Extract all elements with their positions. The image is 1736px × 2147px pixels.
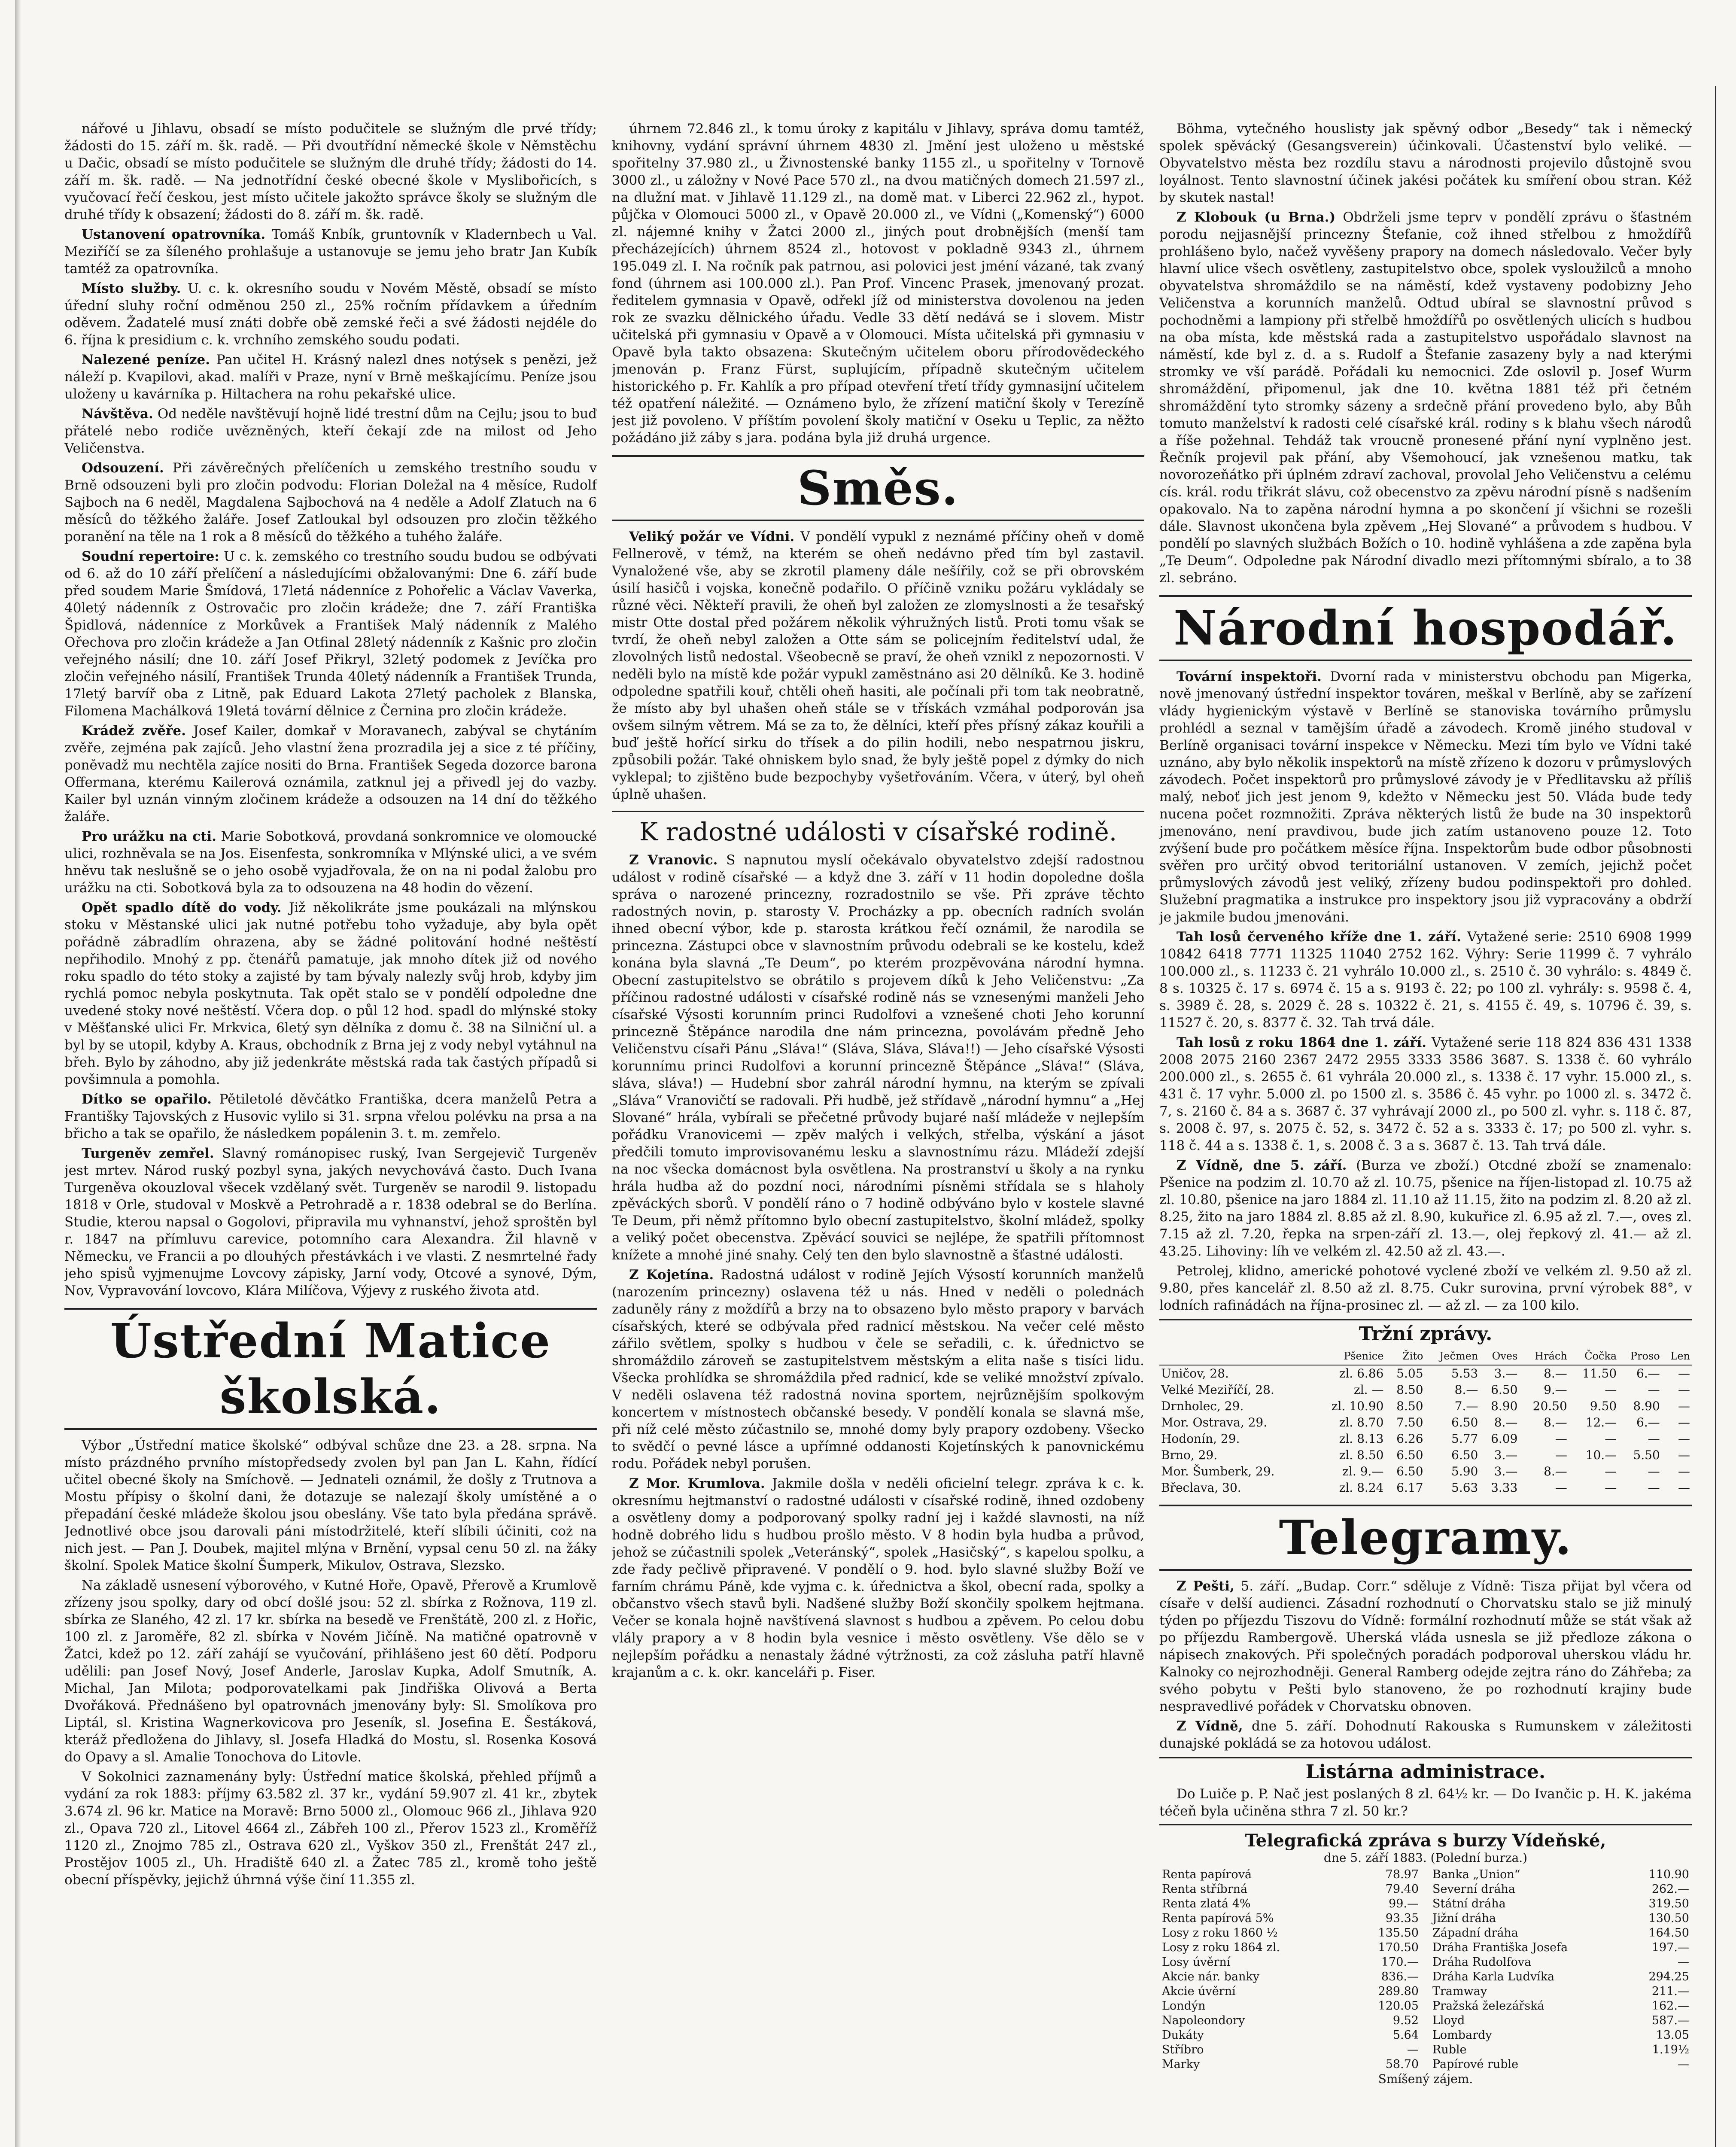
bourse-label: Renta zlatá 4% xyxy=(1162,1897,1251,1910)
admin-text: Do Luiče p. P. Nač jest poslaných 8 zl. 64½ kr. — Do Ivančic p. H. K. jakéma téčeň byla učiněna sthra 7 zl. 50 kr.? xyxy=(1159,1786,1692,1819)
bourse-label: Ruble xyxy=(1432,2043,1467,2056)
article-text: Pan učitel H. Krásný nalezl dnes notýsek s penězi, jež náleží p. Kvapilovi, akad. malíři v Praze, nyní v Brně meškajícímu. Peníze jsou uloženy u kavárníka p. Hiltachera na rohu pekařské ulice. xyxy=(64,352,597,402)
market-cell: — xyxy=(1605,1383,1617,1397)
article-paragraph xyxy=(64,226,597,277)
market-cell: 5.53 xyxy=(1451,1366,1478,1381)
market-cell: — xyxy=(1605,1481,1617,1495)
market-cell: — xyxy=(1678,1448,1690,1462)
article-text: Na základě usnesení výborového, v Kutné Hoře, Opavě, Přerově a Krumlově zřízeny jsou spolky, dary od obcí došlé jsou: 52 zl. sbírka z Rožnova, 119 zl. sbírka ze Slaného, 42 zl. 17 kr. sbírka na besedě ve Frenštátě, 200 zl. z Hořic, 100 zl. z Jaroměře, 82 zl. sbírka v Novém Jičíně. Na matičné opatrovně v Žatci, kdež po 12. září zahájí se vyučování, přihlášeno jest 60 dětí. Podporu udělili: pan Josef Nový, Josef Anderle, Jaroslav Kupka, Adolf Smutník, A. Michal, Jan Milota; podporovatelkami pak Jindřiška Olivová a Berta Dvořáková. Přednášeno byl opatrovnách jmenovány byly: Sl. Smolíkova pro Liptál, sl. Kristina Wagnerkovicova pro Jeseník, sl. Josefina E. Šestáková, kteráž předložena do Jihlavy, sl. Josefa Hladká do Mostu, sl. Rosenka Kosová do Opavy a sl. Amalie Tonochova do Litovle. xyxy=(64,1578,597,1765)
article-text: nářové u Jihlavu, obsadí se místo podučitele se služným dle prvé třídy; žádosti do 15. září m. šk. radě. — Při dvoutřídní německé škole v Němstěchu u Dačic, obsadí se místo podučitele se služným dle druhé třídy; žádosti do 14. září m. šk. radě. — Na jednotřídní české obecné škole v Myslibořicích, s vyučovací řečí českou, jest místo učitele jakožto správce školy se služným dle druhé třídy k obsazení; žádosti do 8. září m. šk. radě. xyxy=(64,121,597,222)
bourse-label: Renta papírová 5% xyxy=(1162,1912,1274,1925)
bourse-value: 836.— xyxy=(1381,1970,1419,1983)
article-text: U c. k. zemského co trestního soudu budou se odbývati od 6. až do 10 září přelíčení a následujícími obžalovanými: Dne 6. září bude před soudem Marie Šmídová, 17letá nádenníce z Pohořelic a Václav Vaverka, 40letý nádenník z Ostrovačic pro zločin krádeže; dne 7. září Františka Špidlová, nádenníce z Morkůvek a František Malý nádenník z Malého Ořechova pro zločin krádeže a Jan Otfinal 28letý nádenník z Kašnic pro zločin veřejného násilí; dne 10. září Josef Přikryl, 32letý podomek z Jevíčka pro zločin veřejného násilí, František Trunda 40letý nádenník a František Trunda, 17letý barvíř oba z Litně, pak Eduard Lakota 27letý pacholek z Blanska, Filomena Machálková 19letá tovární dělnice z Černina pro zločin krádeže. xyxy=(64,549,597,719)
article-paragraph xyxy=(64,1437,597,1574)
market-cell: — xyxy=(1605,1432,1617,1446)
article-paragraph xyxy=(64,828,597,897)
market-cell: — xyxy=(1555,1481,1567,1495)
market-header-cell: Pšenice xyxy=(1313,1347,1386,1365)
bourse-value: 262.— xyxy=(1651,1882,1689,1896)
article-text: dne 5. září. Dohodnutí Rakouska s Rumunskem v záležitosti dunajské pokládá se za hotovou událost. xyxy=(1159,1718,1692,1751)
article-paragraph xyxy=(64,280,597,349)
bourse-value: 120.05 xyxy=(1378,1999,1419,2013)
market-table xyxy=(1159,1347,1692,1496)
market-cell: 8.90 xyxy=(1491,1399,1518,1413)
bourse-value: 289.80 xyxy=(1378,1985,1419,1998)
market-header-cell xyxy=(1159,1347,1313,1365)
article-paragraph xyxy=(64,1768,597,1889)
article-paragraph xyxy=(612,120,1144,447)
market-cell: 8.— xyxy=(1544,1415,1567,1429)
market-cell: 8.— xyxy=(1544,1366,1567,1381)
bourse-row xyxy=(1430,1926,1692,1940)
bourse-row xyxy=(1159,2057,1421,2072)
market-row xyxy=(1159,1447,1692,1463)
column-1-articles xyxy=(64,120,597,1299)
bourse-label: Dukáty xyxy=(1162,2028,1204,2042)
article-kicker: Tah losů z roku 1864 dne 1. září. xyxy=(1177,1035,1427,1050)
market-cell: 6.17 xyxy=(1396,1481,1423,1495)
market-header-cell: Oves xyxy=(1480,1347,1519,1365)
market-cell: — xyxy=(1555,1448,1567,1462)
bourse-row xyxy=(1430,1940,1692,1955)
article-paragraph xyxy=(64,459,597,545)
market-cell: 8.— xyxy=(1494,1415,1518,1429)
bourse-label: Pražská železářská xyxy=(1432,1999,1544,2013)
market-header-cell: Čočka xyxy=(1569,1347,1618,1365)
bourse-row xyxy=(1159,1911,1421,1926)
bourse-row xyxy=(1430,1984,1692,1999)
bourse-row xyxy=(1430,1955,1692,1970)
market-cell: Brno, 29. xyxy=(1161,1448,1218,1462)
market-cell: 7.— xyxy=(1454,1399,1478,1413)
bourse-row xyxy=(1430,1999,1692,2013)
market-row xyxy=(1159,1382,1692,1398)
smes-articles xyxy=(612,528,1144,803)
market-cell: — xyxy=(1648,1481,1660,1495)
market-row xyxy=(1159,1463,1692,1480)
article-kicker: Ustanovení opatrovníka. xyxy=(82,227,266,242)
market-cell: — xyxy=(1678,1464,1690,1478)
bourse-label: Londýn xyxy=(1162,1999,1206,2013)
bourse-subtitle: dne 5. září 1883. (Polední burza.) xyxy=(1323,1851,1528,1865)
bourse-label: Renta stříbrná xyxy=(1162,1882,1248,1896)
article-paragraph xyxy=(612,1266,1144,1472)
bourse-footer: Smíšený zájem. xyxy=(1378,2072,1473,2086)
market-cell: 8.50 xyxy=(1396,1383,1423,1397)
column-1 xyxy=(64,120,597,2147)
bourse-row xyxy=(1430,2028,1692,2043)
market-cell: Mor. Šumberk, 29. xyxy=(1161,1464,1275,1478)
market-title: Tržní zprávy. xyxy=(1159,1319,1692,1345)
bourse-value: 79.40 xyxy=(1385,1882,1419,1896)
bourse-value: 5.64 xyxy=(1392,2028,1419,2042)
market-header-cell: Len xyxy=(1662,1347,1692,1365)
market-cell: — xyxy=(1555,1432,1567,1446)
market-cell: zl. 8.24 xyxy=(1339,1481,1384,1495)
market-cell: Břeclava, 30. xyxy=(1161,1481,1241,1495)
page-edge xyxy=(1715,86,1723,2147)
market-header-cell: Žito xyxy=(1385,1347,1425,1365)
market-cell: Drnholec, 29. xyxy=(1161,1399,1244,1413)
article-paragraph xyxy=(612,1475,1144,1681)
market-cell: Mor. Ostrava, 29. xyxy=(1161,1415,1268,1429)
market-cell: 8.50 xyxy=(1396,1399,1423,1413)
bourse-row xyxy=(1430,1867,1692,1882)
market-row xyxy=(1159,1414,1692,1431)
market-cell: — xyxy=(1678,1366,1690,1381)
bourse-row xyxy=(1430,1897,1692,1911)
bourse-value: 135.50 xyxy=(1378,1926,1419,1940)
article-text: S napnutou myslí očekávalo obyvatelstvo zdejší radostnou událost v rodině císařské — a když dne 3. září v 11 hodin dopoledne došla správa o narozené princezny, rozradostnilo se vše. Při zpráve těchto radostných novin, p. starosty V. Procházky a pp. obecních radních svolán ihned obecní výbor, kde p. starosta krátkou řečí oznámil, že narodila se princezna. Zástupci obce v slavnostním průvodu odebrali se ke kostelu, kdež konána byla slavná „Te Deum“, po kterém prozpěvována národní hymna. Obecní zastupitelstvo se obrátilo s projevem díků k Jeho Veličenstvu: „Za příčinou radostné události v císařské rodině nás se vznesenými manželi Jeho císařské Výsosti korunním princi Rudolfovi a vznešené choti Jeho korunní princezně Štěpánce narodila dne nám princezna, povolávám předně Jeho Veličenstvu císaři Pánu „Sláva!“ (Sláva, Sláva, Sláva!!) — Jeho císařské Výsosti korunnímu princi Rudolfovi a korunní princezně Štěpánce „Sláva!“ (Sláva, sláva, sláva!) — Hudební sbor zahrál národní hymnu, na kterým se zpívali „Sláva“ Vranovičtí se radovali. Při hudbě, jež střídavě „národní hymnu“ a „Hej Slované“ hrála, vybírali se přečetné průvody bujaré naší mládeže v nejlepším pořádku Vranovicemi — zpěv malých i velkých, střelba, výskání a jásot předčili tomuto improvisovanému lesku a slavnostnímu rázu. Mládeží zdejší na noc všecka domácnost byla osvětlena. Na prostranství u školy a na rynku hrála hudba až do pozdní noci, národními písněmi střídala se s hlaholy zpěváckých sborů. V pondělí ráno o 7 hodině odbýváno bylo v kostele slavné Te Deum, při němž přítomno bylo obecní zastupitelstvo, školní mládež, spolky a veliký počet obecenstva. Zpěvácí souvici se nejlépe, že spatřili přítomnost knížete a mnohé jiné snahy. Celý ten den bylo slavnostně a šťastné události. xyxy=(612,852,1144,1263)
article-text: Obdrželi jsme teprv v pondělí zprávu o šťastném porodu nejjasnější princezny Štefanie, což ihned střelbou z hmoždířů prohlášeno bylo, načež vyvěšeny prapory na domech následovalo. Večer byly hlavní ulice všech osvětleny, zastupitelstvo obce, spolek vysloužilců a mnoho obyvatelstva shromáždilo se na náměstí, kdež vystaveny podobizny Jeho Veličenstva a korunních manželů. Odtud ubíral se slavnostní průvod s pochodněmi a lampiony při střelbě hmoždířů po osvětlených ulicích s hudbou na oba místa, kde městská rada a zastupitelstvo uspořádalo slavnost na náměstí, kde byl z. d. a s. Rudolf a Štefanie zasazeny byly a nad kterými stromky ve vší parádě. Pořádali ku nemocnici. Zde oslovil p. Josef Wurm shromáždění, připomenul, jak dne 10. května 1881 též při četném shromáždění tyto stromky sázeny a srdečně přání provedeno bylo, aby Bůh tomuto manželství k radosti celé císařské král. rodiny s k blahu všech národů a říše požehnal. Tehdáž tak vroucně pronesené přání nyní vyplněno jest. Řečník projevil pak přání, aby Všemohoucí, jak vznešenou matku, tak novorozeňátko při úplném zdraví zachoval, provolal Jeho Veličenstvu a celému cís. král. rodu třikrát slávu, což obecenstvo za zpěvu národní písně s nadšením opakovalo. Na to zapěna národní hymna a po skončení jí všichni se rozešli dále. Slavnost ukončena byla zpěvem „Hej Slované“ a průvodem s hudbou. V pondělí po slavných službách Božích o 10. hodině vyhlášena a zde zapěna byla „Te Deum“. Odpoledne pak Národní divadlo mezi přítomnými sbíralo, a to 38 zl. sebráno. xyxy=(1159,210,1692,586)
market-cell: zl. 10.90 xyxy=(1331,1399,1384,1413)
article-text: (Burza ve zboží.) Otcdné zboží se znamenalo: Pšenice na podzim zl. 10.70 až zl. 10.75, pšenice na říjen-listopad zl. 10.75 až zl. 10.80, pšenice na jaro 1884 zl. 11.10 až 11.15, žito na podzim zl. 8.20 až zl. 8.25, žito na jaro 1884 zl. 8.85 až zl. 8.90, kukuřice zl. 6.95 až zl. 7.—, oves zl. 7.15 až zl. 7.20, řepka na srpen-září zl. 13.—, olej řepkový zl. 41.— až zl. 43.25. Lihoviny: líh ve velkém zl. 42.50 až zl. 43.—. xyxy=(1159,1158,1692,1259)
market-cell: — xyxy=(1678,1399,1690,1413)
bourse-label: Dráha Karla Ludvíka xyxy=(1432,1970,1555,1983)
bourse-value: 1.19½ xyxy=(1652,2043,1689,2056)
article-paragraph xyxy=(1159,120,1692,206)
market-cell: 12.— xyxy=(1585,1415,1617,1429)
article-kicker: Soudní repertoire: xyxy=(82,549,219,564)
section-title-royal: K radostné události v císařské rodině. xyxy=(612,811,1144,847)
article-paragraph xyxy=(64,722,597,825)
article-kicker: Z Kojetína. xyxy=(629,1267,714,1283)
market-cell: 8.— xyxy=(1454,1383,1478,1397)
article-text: Od neděle navštěvují hojně lidé trestní dům na Cejlu; jsou to buď přátelé nebo rodiče uvězněných, kteří čekají zde na milost od Jeho Veličenstva. xyxy=(64,406,597,456)
bourse-value: 162.— xyxy=(1651,1999,1689,2013)
article-paragraph xyxy=(64,1577,597,1766)
article-kicker: Tah losů červeného kříže dne 1. září. xyxy=(1177,929,1461,945)
bourse-label: Dráha Františka Josefa xyxy=(1432,1941,1568,1954)
bourse-label: Jižní dráha xyxy=(1432,1912,1496,1925)
article-kicker: Z Vídně, dne 5. září. xyxy=(1177,1158,1347,1173)
article-paragraph xyxy=(1159,1578,1692,1715)
article-text: 5. září. „Budap. Corr.“ sděluje z Vídně: Tisza přijat byl včera od císaře v delší audienci. Zásadní rozhodnutí o Chorvatsku stalo se již minulý týden po příjezdu Tiszovu do Vídně: formální rozhodnutí může se stát však až po příjezdu Rambergově. Uherská vláda usnesla se již předloze zákona o nápisech znakových. Při společných poradách podporoval uherskou vládu hr. Kalnoky co nejrozhodněji. General Ramberg odejde zejtra ráno do Záhřeba; za svého pobytu v Pešti bylo stanoveno, že po rozhodnutí krajiny bude nespravedlivé pořádek v Chorvatsku obnoven. xyxy=(1159,1578,1692,1714)
bourse-value: 110.90 xyxy=(1648,1868,1689,1881)
article-text: Dvorní rada v ministerstvu obchodu pan Migerka, nově jmenovaný ústřední inspektor továren, meškal v Berlíně, aby se zařízení vlády hygienickým výstavě v Berlíně se stanoviska továrního průmyslu prohlédl a seznal v tamějším úřadě a závodech. Kromě jiného studoval v Berlíně organisaci tovární inspekce v Německu. Mezi tím bylo ve Vídni také uznáno, aby bylo několik inspektorů na místě zřízeno k dozoru v průmyslových závodech. Počet inspektorů pro průmyslové závody je v Předlitavsku až příliš malý, neboť jich jest jenom 9, kdežto v Německu jest 50. Vláda bude tedy nucena počet rozmnožiti. Zpráva některých listů že bude na 30 inspektorů jmenováno, není pravdivou, bude jich zatím ustanoveno pouze 12. Toto zvýšení bude pro počátkem měsíce října. Inspektorům bude odbor působnosti svěřen pro určitý obvod teritoriální ustanoven. V zemích, jejichž počet průmyslových závodů jest veliký, zřízeny budou podinspektoři pro dohled. Služební pragmatika a instrukce pro inspektory jsou již vypracovány a obdrží je jakmile budou jmenováni. xyxy=(1159,669,1692,925)
bourse-value: 294.25 xyxy=(1648,1970,1689,1983)
market-table-header xyxy=(1159,1347,1692,1365)
article-paragraph xyxy=(612,852,1144,1264)
article-kicker: Z Pešti, xyxy=(1177,1578,1234,1594)
article-text: Slavný románopisec ruský, Ivan Sergejevič Turgeněv jest mrtev. Národ ruský pozbyl syna, jakých nevychovává často. Duch Ivana Turgeněva okouzloval všecek vzdělaný svět. Turgeněv se narodil 9. listopadu 1818 v Orle, studoval v Moskvě a Petrohradě a r. 1838 odebral se do Berlína. Studie, kterou napsal o Gogolovi, připravila mu vyhnanství, jehož sproštěn byl r. 1847 na přímluvu carevice, potomního cara Alexandra. Žil hlavně v Německu, ve Francii a po dlouhých přestávkách i ve vlasti. Z nesmrtelné řady jeho spisů vyjmenujme Lovcovy zápisky, Jarní vody, Otcové a synové, Dým, Nov, Vypravování lovcovo, Klára Milíčova, Výjevy z ruského života atd. xyxy=(64,1146,597,1299)
column-2 xyxy=(612,120,1144,2147)
bourse-value: 211.— xyxy=(1651,1985,1689,1998)
market-row xyxy=(1159,1431,1692,1447)
article-paragraph xyxy=(64,1145,597,1299)
article-paragraph xyxy=(64,405,597,457)
market-cell: 6.50 xyxy=(1491,1383,1518,1397)
article-text: Tomáš Knbík, gruntovník v Kladernbech u Val. Meziříčí se za šíleného prohlašuje a ustanovuje se jemu jeho bratr Jan Kubík tamtéž za opatrovníka. xyxy=(64,227,597,277)
bourse-value: — xyxy=(1407,2043,1419,2056)
bourse-row xyxy=(1430,1911,1692,1926)
article-text: Jakmile došla v neděli oficielní telegr. zpráva k c. k. okresnímu hejtmanství o radostné události v císařské rodině, ihned ozdobeny a osvětleny domy a podporovaný spolky radní jej i každé slavnosti, na níž hodně dobrého lidu s hudbou prošlo město. V 8 hodin byla hudba a průvod, jehož se zúčastnili spolek „Veteránský“, spolek „Hasičský“, s kapelou spolku, a zde řady pečlivě připravené. V pondělí o 9. hod. bylo slavné služby Boží ve farním chrámu Páně, kde vyjma c. k. úřednictva a škol, obecní rada, spolky a občanstvo všech stavů byli. Nadšené služby Boží skončily spolkem hejtmana. Večer se konala hojně navštívená slavnost s hudbou a zpěvem. Po celou dobu vlály prapory a v 8 hodin byla vesnice i město osvětleny. Vše dělo se v nejlepším pořádku a nenastaly žádné výtržnosti, za což zásluha patří hlavně krajanům a c. k. okr. kanceláři p. Fiser. xyxy=(612,1476,1144,1680)
market-cell: 6.50 xyxy=(1451,1415,1478,1429)
market-cell: zl. 8.70 xyxy=(1339,1415,1384,1429)
market-row xyxy=(1159,1398,1692,1414)
article-paragraph xyxy=(64,548,597,720)
bourse-label: Papírové ruble xyxy=(1432,2058,1519,2071)
section-title-telegramy: Telegramy. xyxy=(1159,1505,1692,1571)
article-paragraph xyxy=(612,528,1144,803)
market-cell: 5.63 xyxy=(1451,1481,1478,1495)
market-cell: — xyxy=(1605,1464,1617,1478)
article-paragraph xyxy=(1159,668,1692,926)
market-cell: 6.50 xyxy=(1396,1464,1423,1478)
bourse-row xyxy=(1159,1984,1421,1999)
bourse-row xyxy=(1430,2057,1692,2072)
market-cell: Velké Meziříčí, 28. xyxy=(1161,1383,1274,1397)
article-paragraph xyxy=(1159,928,1692,1031)
article-text: Již několikráte jsme poukázali na mlýnskou stoku v Městanské ulici jak nutné potřebu toho vyžaduje, aby byla opět pořádně zábradlím ohrazena, aby se žádné politování hodné neštěstí nepřihodilo. Mnohý z pp. čtenářů pamatuje, jak mnoho dítek již od nového roku spadlo do této stoky a zajisté by tam bývaly nalezly svůj hrob, kdyby jim rychlá pomoc nebyla poskytnuta. Tak opět stalo se v pondělí odpoledne dne uvedené stoky nové neštěstí. Včera dop. o půl 12 hod. spadl do mlýnské stoky v Měšťanské ulici Fr. Mrkvica, 6letý syn dělníka z domu č. 38 na Silniční ul. a byl by se utopil, kdyby A. Kraus, obchodník z Brna jej z vody nebyl vytáhnul na břeh. Bylo by záhodno, aby již jedenkráte městská rada tak častých případů si povšimnula a pomohla. xyxy=(64,900,597,1087)
bourse-value: 170.50 xyxy=(1378,1941,1419,1954)
column-2-articles xyxy=(612,120,1144,447)
article-kicker: Odsouzení. xyxy=(82,460,164,476)
divider xyxy=(1159,1824,1692,1825)
article-text: V pondělí vypukl z neznámé příčiny oheň v domě Fellnerově, v témž, na kterém se oheň nedávno před tím byl zastavil. Vynaložené vše, aby se zkrotil plameny dále nešířily, což se při obrovském úsilí hasičů i vojska, konečně podařilo. O příčině vzniku požáru vykládaly se různé věci. Někteří pravili, že oheň byl založen ze zlomyslnosti a že tesařský mistr Otte dostal před požárem několik výhružných listů. Proti tomu však se tvrdí, že oheň nebyl založen a Otte sám se policejním ředitelství udal, že zlovolných listů nedostal. Všeobecně se praví, že oheň vznikl z nepozornosti. V neděli bylo na místě kde požár vypukl zaměstnáno asi 20 dělníků. Ke 3. hodině odpoledne spatřili kouř, chtěli oheň hasiti, ale počínali při tom tak neobratně, že místo aby byl uhašen oheň stále se v třískách vzmáhal podporován jsa ovšem silným větrem. Má se za to, že dělníci, kteří přes přísný zákaz kouřili a buď ještě hořící sirku do třísek a do pilin hodili, nebo nespatrnou jiskru, způsobili požár. Také ohniskem bylo snad, že byly ještě popel z dýmky do nich vyklepal; to zjištěno bude bezpochyby vyšetřováním. Včera, v úterý, byl oheň úplně uhašen. xyxy=(612,529,1144,802)
bourse-value: 319.50 xyxy=(1648,1897,1689,1910)
article-text: Výbor „Ústřední matice školské“ odbýval schůze dne 23. a 28. srpna. Na místo prázdného prvního místopředsedy zvolen byl pan Jan L. Kahn, řídící učitel obecné školy na Smíchově. — Jednateli oznámil, že došly z Trutnova a Mostu přípisy o školní dani, že dotazuje se nalezají školy umístěné a o přepadání české mládeže školou jsou obeslány. Vše tato byla předána správě. Jednotlivé obce jsou darovali páni místodržitelé, kteří slíbili účiniti, coż na nich jest. — Pan J. Doubek, majitel mlýna v Brnění, vypsal cenu 50 zl. na žáky školní. Spolek Matice školní Šumperk, Mikulov, Ostrava, Slezsko. xyxy=(64,1438,597,1573)
article-kicker: Návštěva. xyxy=(82,406,153,422)
article-text: V Sokolnici zaznamenány byly: Ústřední matice školská, přehled příjmů a vydání za rok 1883: příjmy 63.582 zl. 37 kr., vydání 59.907 zl. 41 kr., zbytek 3.674 zl. 96 kr. Matice na Moravě: Brno 5000 zl., Olomouc 966 zl., Jihlava 920 zl., Opava 720 zl., Litovel 4664 zl., Zábřeh 100 zl., Přerov 1523 zl., Kroměříž 1120 zl., Znojmo 785 zl., Ostrava 620 zl., Vyškov 350 zl., Frenštát 247 zl., Prostějov 1005 zl., Uh. Hradiště 640 zl. a Žatec 785 zl., kromě toho ještě obecní příspěvky, jejichž úhrnná výše činí 11.355 zl. xyxy=(64,1769,597,1888)
article-text: Böhma, vytečného houslisty jak spěvný odbor „Besedy“ tak i německý spolek spěvácký (Gesangsverein) účinkovali. Účastenství bylo veliké. — Obyvatelstvo města bez rozdílu stavu a národnosti projevilo důstojně svou loyálnost. Tento slavnostní účinek jakési počátek ku smíření obou stran. Kéž by skutek nastal! xyxy=(1159,121,1692,205)
bourse-value: 164.50 xyxy=(1648,1926,1689,1940)
bourse-label: Losy z roku 1860 ½ xyxy=(1162,1926,1278,1940)
bourse-label: Lombardy xyxy=(1432,2028,1492,2042)
market-cell: 6.50 xyxy=(1451,1448,1478,1462)
market-cell: 6.— xyxy=(1636,1366,1660,1381)
market-row xyxy=(1159,1480,1692,1496)
article-paragraph xyxy=(1159,1262,1692,1314)
bourse-label: Západní dráha xyxy=(1432,1926,1518,1940)
market-cell: 6.50 xyxy=(1396,1448,1423,1462)
bourse-value: 197.— xyxy=(1651,1941,1689,1954)
market-cell: 6.— xyxy=(1636,1415,1660,1429)
bourse-label: Akcie nár. banky xyxy=(1162,1970,1260,1983)
market-cell: — xyxy=(1648,1432,1660,1446)
bourse-label: Marky xyxy=(1162,2058,1200,2071)
bourse-row xyxy=(1159,1897,1421,1911)
article-paragraph xyxy=(1159,209,1692,587)
column-3-articles xyxy=(1159,120,1692,587)
article-text: Vytažené serie: 2510 6908 1999 10842 6418 7771 11325 11040 2752 162. Výhry: Serie 11999 č. 7 vyhrálo 100.000 zl., s. 11233 č. 21 vyhrálo 10.000 zl., s. 2510 č. 30 vyhrálo: s. 4849 č. 8 s. 10325 č. 17 s. 6974 č. 15 a s. 9193 č. 22; po 100 zl. vyhrály: s. 9598 č. 4, s. 3989 č. 28, s. 2029 č. 28 s. 10322 č. 21, s. 4155 č. 49, s. 10796 č. 39, s. 11527 č. 20, s. 8377 č. 32. Tah trvá dále. xyxy=(1159,929,1692,1031)
bourse-row xyxy=(1430,2043,1692,2057)
bourse-label: Akcie úvěrní xyxy=(1162,1985,1236,1998)
bourse-value: 13.05 xyxy=(1656,2028,1689,2042)
bourse-value: 130.50 xyxy=(1648,1912,1689,1925)
bourse-row xyxy=(1430,2013,1692,2028)
market-cell: 5.05 xyxy=(1396,1366,1423,1381)
market-cell: zl. 8.50 xyxy=(1339,1448,1384,1462)
royal-articles xyxy=(612,852,1144,1681)
bourse-value: — xyxy=(1678,1955,1689,1969)
article-kicker: Pro urážku na cti. xyxy=(82,829,216,844)
article-text: Při závěrečných přelíčeních u zemského trestního soudu v Brně odsouzeni byli pro zločin podvodu: Florian Doležal na 4 měsíce, Rudolf Sajboch na 6 neděl, Magdalena Sajbochová na 4 neděle a Adolf Zlatuch na 6 měsíců do těžkého žaláře. Josef Zatloukal byl odsouzen pro zločin těžkého poranění na těle na 1 rok a 8 měsíců do těžkého a tuhého žaláře. xyxy=(64,460,597,544)
columns xyxy=(64,120,1692,2147)
bourse-value: 58.70 xyxy=(1385,2058,1419,2071)
article-text: Petrolej, klidno, americké pohotové vyclené zboží ve velkém zl. 9.50 až zl. 9.80, přes kancelář zl. 8.50 až zl. 8.75. Cukr surovina, první výrobek 88°, v lodních rafinádách na října-prosinec zl. — až zl. — za 100 kilo. xyxy=(1159,1263,1692,1313)
market-cell: zl. — xyxy=(1353,1383,1384,1397)
bourse-row xyxy=(1430,1882,1692,1897)
bourse-label: Banka „Union“ xyxy=(1432,1868,1520,1881)
article-kicker: Veliký požár ve Vídni. xyxy=(629,529,795,544)
bourse-label: Losy z roku 1864 zl. xyxy=(1162,1941,1280,1954)
market-header-cell: Hrách xyxy=(1519,1347,1569,1365)
bourse-row xyxy=(1159,1940,1421,1955)
article-kicker: Opět spadlo dítě do vody. xyxy=(82,900,282,915)
market-row xyxy=(1159,1365,1692,1382)
article-paragraph xyxy=(1159,1718,1692,1752)
article-kicker: Dítko se opařilo. xyxy=(82,1092,212,1107)
market-cell: 3.— xyxy=(1494,1366,1518,1381)
market-header-cell: Ječmen xyxy=(1425,1347,1480,1365)
article-text: Josef Kailer, domkař v Moravanech, zabýval se chytáním zvěře, zejména pak zajíců. Jeho vlastní žena prozradila jej a sice z té příčiny, poněvadž mu nechtěla zajíce nositi do Brna. František Segeda dozorce barona Offermana, kterému Kailerová oznámila, zatknul jej a přivedl jej do vazby. Kailer byl uznán vinným zločinem krádeže a odsouzen na 14 dní do těžkého žaláře. xyxy=(64,723,597,824)
bourse-row xyxy=(1159,1970,1421,1984)
article-paragraph xyxy=(64,120,597,223)
article-kicker: Tovární inspektoři. xyxy=(1177,669,1322,684)
section-title-matice: Ústřední Matice školská. xyxy=(64,1308,597,1430)
article-text: Radostná událost v rodině Jejích Výsostí korunních manželů (narozením princezny) oslavena též u nás. Hned v neděli o polednách zaduněly rány z moždířů a brzy na to obsazeno bylo město prapory v barvách císařských, které se odbývala před radnicí městskou. Na večer celé město zářilo světlem, spolky s hudbou v čele se seřadili, c. k. úřednictvo se shromáždilo zároveň se zastupitelstvem městským a elita naše s tisíci lidu. Všecka prohlídka se shromáždila před radnicí, kde se veliké množství zpívalo. V neděli oslavena též radostná novina sportem, nejrůznějším spolkovým koncertem v místnostech občanské besedy. V pondělí konala se slavná mše, při níž celé město zúčastnilo se, mnohé domy byly prapory ozdobeny. Všecko to svědčí o pevné lásce a upřímné oddanosti Kojetínských k panovnickému rodu. Pořádek nebyl porušen. xyxy=(612,1267,1144,1472)
market-cell: 8.— xyxy=(1544,1464,1567,1478)
bourse-label: Dráha Rudolfova xyxy=(1432,1955,1532,1969)
article-paragraph xyxy=(1159,1157,1692,1260)
market-cell: 5.50 xyxy=(1633,1448,1660,1462)
market-cell: zl. 6.86 xyxy=(1339,1366,1384,1381)
bourse-value: 170.— xyxy=(1381,1955,1419,1969)
market-cell: 20.50 xyxy=(1532,1399,1567,1413)
telegram-articles xyxy=(1159,1578,1692,1752)
bourse-label: Stříbro xyxy=(1162,2043,1204,2056)
bourse-value: 93.35 xyxy=(1385,1912,1419,1925)
article-text: Pětiletolé děvčátko Františka, dcera manželů Petra a Františky Tajovských z Husovic vylilo si 31. srpna vřelou polévku na prsa a na břicho a tak se opařilo, že následkem popálenin 3. t. m. zemřelo. xyxy=(64,1092,597,1141)
bourse-row xyxy=(1430,1970,1692,1984)
section-title-smes: Směs. xyxy=(612,455,1144,521)
market-cell: zl. 8.13 xyxy=(1339,1432,1384,1446)
bourse-label: Losy úvěrní xyxy=(1162,1955,1231,1969)
article-kicker: Z Vranovic. xyxy=(629,852,718,868)
market-table-body xyxy=(1159,1365,1692,1496)
bourse-label: Renta papírová xyxy=(1162,1868,1252,1881)
article-paragraph xyxy=(64,351,597,403)
bourse-value: 99.— xyxy=(1389,1897,1419,1910)
bourse-title: Telegrafická zpráva s burzy Vídeňské, xyxy=(1245,1831,1606,1851)
market-cell: 7.50 xyxy=(1396,1415,1423,1429)
article-text: Vytažené serie 118 824 836 431 1338 2008 2075 2160 2367 2472 2955 3333 3586 3687. S. 1338 č. 60 vyhrálo 200.000 zl., s. 2655 č. 61 vyhrála 20.000 zl., s. 1338 č. 17 vyhr. 15.000 zl., s. 431 č. 17 vyhr. 5.000 zl. po 1500 zl. s. 3586 č. 45 vyhr. po 1000 zl. s. 3472 č. 7, s. 2160 č. 84 a s. 3687 č. 37 vyhrávají 2000 zl., po 500 zl. vyhr. s. 118 č. 87, s. 2008 č. 97, s. 2075 č. 52, s. 3472 č. 52 a s. 3333 č. 17; po 500 zl. vyhr. s. 118 č. 44 a s. 1338 č. 1, s. 2008 č. 3 a s. 3687 č. 13. Tah trvá dále. xyxy=(1159,1035,1692,1153)
bourse-value: 587.— xyxy=(1651,2014,1689,2027)
bourse-row xyxy=(1159,2043,1421,2057)
economy-articles xyxy=(1159,668,1692,1314)
bourse-row xyxy=(1159,1926,1421,1940)
bourse-label: Napoleondory xyxy=(1162,2014,1245,2027)
market-cell: Uničov, 28. xyxy=(1161,1366,1229,1381)
admin-title: Listárna administrace. xyxy=(1159,1757,1692,1783)
bourse-label: Tramway xyxy=(1432,1985,1487,1998)
bourse-value: 9.52 xyxy=(1392,2014,1419,2027)
page-crease xyxy=(15,0,21,2147)
bourse-row xyxy=(1159,1882,1421,1897)
article-kicker: Nalezené peníze. xyxy=(82,352,210,368)
market-cell: 10.— xyxy=(1585,1448,1617,1462)
article-kicker: Z Klobouk (u Brna.) xyxy=(1177,210,1336,225)
market-cell: 8.90 xyxy=(1633,1399,1660,1413)
article-text: Marie Sobotková, provdaná sonkromnice ve olomoucké ulici, rozhněvala se na Jos. Eisenfesta, sonkromníka v Mlýnské ulici, a ve svém hněvu tak neslušně se o jeho osobě vyjadřovala, že on na ni podal žalobu pro urážku na cti. Sobotková byla za to odsouzena na 48 hodin do vězení. xyxy=(64,829,597,896)
market-cell: 6.09 xyxy=(1491,1432,1518,1446)
article-paragraph xyxy=(1159,1034,1692,1154)
market-cell: 5.77 xyxy=(1451,1432,1478,1446)
article-text: U. c. k. okresního soudu v Novém Městě, obsadí se místo úřední sluhy roční odměnou 250 zl., 25% ročním přídavkem a úředním oděvem. Žadatelé musí znáti dobře obě zemské řeči a své žádosti nejdéle do 6. října k presidium c. k. vrchního zemského soudu podati. xyxy=(64,281,597,348)
market-cell: 3.— xyxy=(1494,1464,1518,1478)
matice-articles xyxy=(64,1437,597,1889)
market-cell: — xyxy=(1678,1415,1690,1429)
market-cell: zl. 9.— xyxy=(1342,1464,1384,1478)
bourse-label: Severní dráha xyxy=(1432,1882,1515,1896)
market-header-cell: Proso xyxy=(1618,1347,1662,1365)
market-cell: 3.— xyxy=(1494,1448,1518,1462)
market-cell: 11.50 xyxy=(1582,1366,1617,1381)
article-paragraph xyxy=(64,899,597,1088)
bourse-table-left xyxy=(1159,1867,1421,2072)
market-cell: — xyxy=(1648,1383,1660,1397)
article-kicker: Z Mor. Krumlova. xyxy=(629,1476,765,1491)
bourse-tables xyxy=(1159,1867,1692,2072)
bourse-row xyxy=(1159,1999,1421,2013)
market-cell: — xyxy=(1678,1432,1690,1446)
market-cell: 3.33 xyxy=(1491,1481,1518,1495)
section-title-hospodar: Národní hospodář. xyxy=(1159,595,1692,661)
bourse-row xyxy=(1159,1867,1421,1882)
bourse-value: — xyxy=(1678,2058,1689,2071)
article-text: úhrnem 72.846 zl., k tomu úroky z kapitálu v Jihlavy, správa domu tamtéž, knihovny, vydání správní úhrnem 4830 zl. Jmění jest uloženo u městské spořitelny 37.980 zl., u Živnostenské banky 1155 zl., u spořitelny v Tornově 3000 zl., u záložny v Nové Pace 570 zl., na dvou matičných domech 21.597 zl., na dlužní mat. v Jihlavě 11.129 zl., na domě mat. v Liberci 22.962 zl., hypot. půjčka v Olomouci 5000 zl., v Opavě 20.000 zl., ve Vídni („Komenský“) 6000 zl. nájemné knihy v Žatci 2000 zl., jiných pout drobnějších (menší tam přecházejících) úhrnem 8524 zl., hotovost v pokladně 9343 zl., úhrnem 195.049 zl. I. Na ročník pak patrnou, asi polovici jest jméní vázané, tak zvaný fond (úhrnem asi 100.000 zl.). Pan Prof. Vincenc Prasek, jmenovaný prozat. ředitelem gymnasia v Opavě, odřekl jíž od ministerstva dovolenou na jeden rok ze svazku dělnického úřadu. Vedle 33 dětí nedává se i slovem. Mistr učitelská při gymnasiu v Opavě a v Olomouci. Místa učitelská při gymnasiu v Opavě byla takto obsazena: Skutečným učitelem oboru přírodovědeckého jmenován p. Franz Fürst, suplujícím, případně skutečným učitelem historického p. Fr. Kahlík a pro případ otevření třetí třídy gymnasijní učitelem též opatření náležité. — Oznámeno bylo, že zřízení matiční školy v Terezíně jest již povoleno. V příštím povolení školy matiční v Oseku u Teplic, za něžto požádáno již záby s jara. podána byla již druhá urgence. xyxy=(612,121,1144,446)
bourse-table-right xyxy=(1430,1867,1692,2072)
market-cell: 5.90 xyxy=(1451,1464,1478,1478)
bourse-row xyxy=(1159,2028,1421,2043)
bourse-label: Státní dráha xyxy=(1432,1897,1506,1910)
column-3 xyxy=(1159,120,1692,2147)
bourse-row xyxy=(1159,1955,1421,1970)
market-cell: — xyxy=(1678,1383,1690,1397)
article-kicker: Z Vídně, xyxy=(1177,1718,1243,1734)
market-cell: 6.26 xyxy=(1396,1432,1423,1446)
market-cell: Hodonín, 29. xyxy=(1161,1432,1240,1446)
article-kicker: Krádež zvěře. xyxy=(82,723,186,739)
article-kicker: Turgeněv zemřel. xyxy=(82,1146,214,1161)
market-cell: 9.50 xyxy=(1590,1399,1617,1413)
bourse-value: 78.97 xyxy=(1385,1868,1419,1881)
article-kicker: Místo služby. xyxy=(82,281,181,296)
market-cell: — xyxy=(1678,1481,1690,1495)
bourse-row xyxy=(1159,2013,1421,2028)
market-cell: 9.— xyxy=(1544,1383,1567,1397)
bourse-label: Lloyd xyxy=(1432,2014,1465,2027)
article-paragraph xyxy=(64,1091,597,1142)
market-cell: — xyxy=(1648,1464,1660,1478)
